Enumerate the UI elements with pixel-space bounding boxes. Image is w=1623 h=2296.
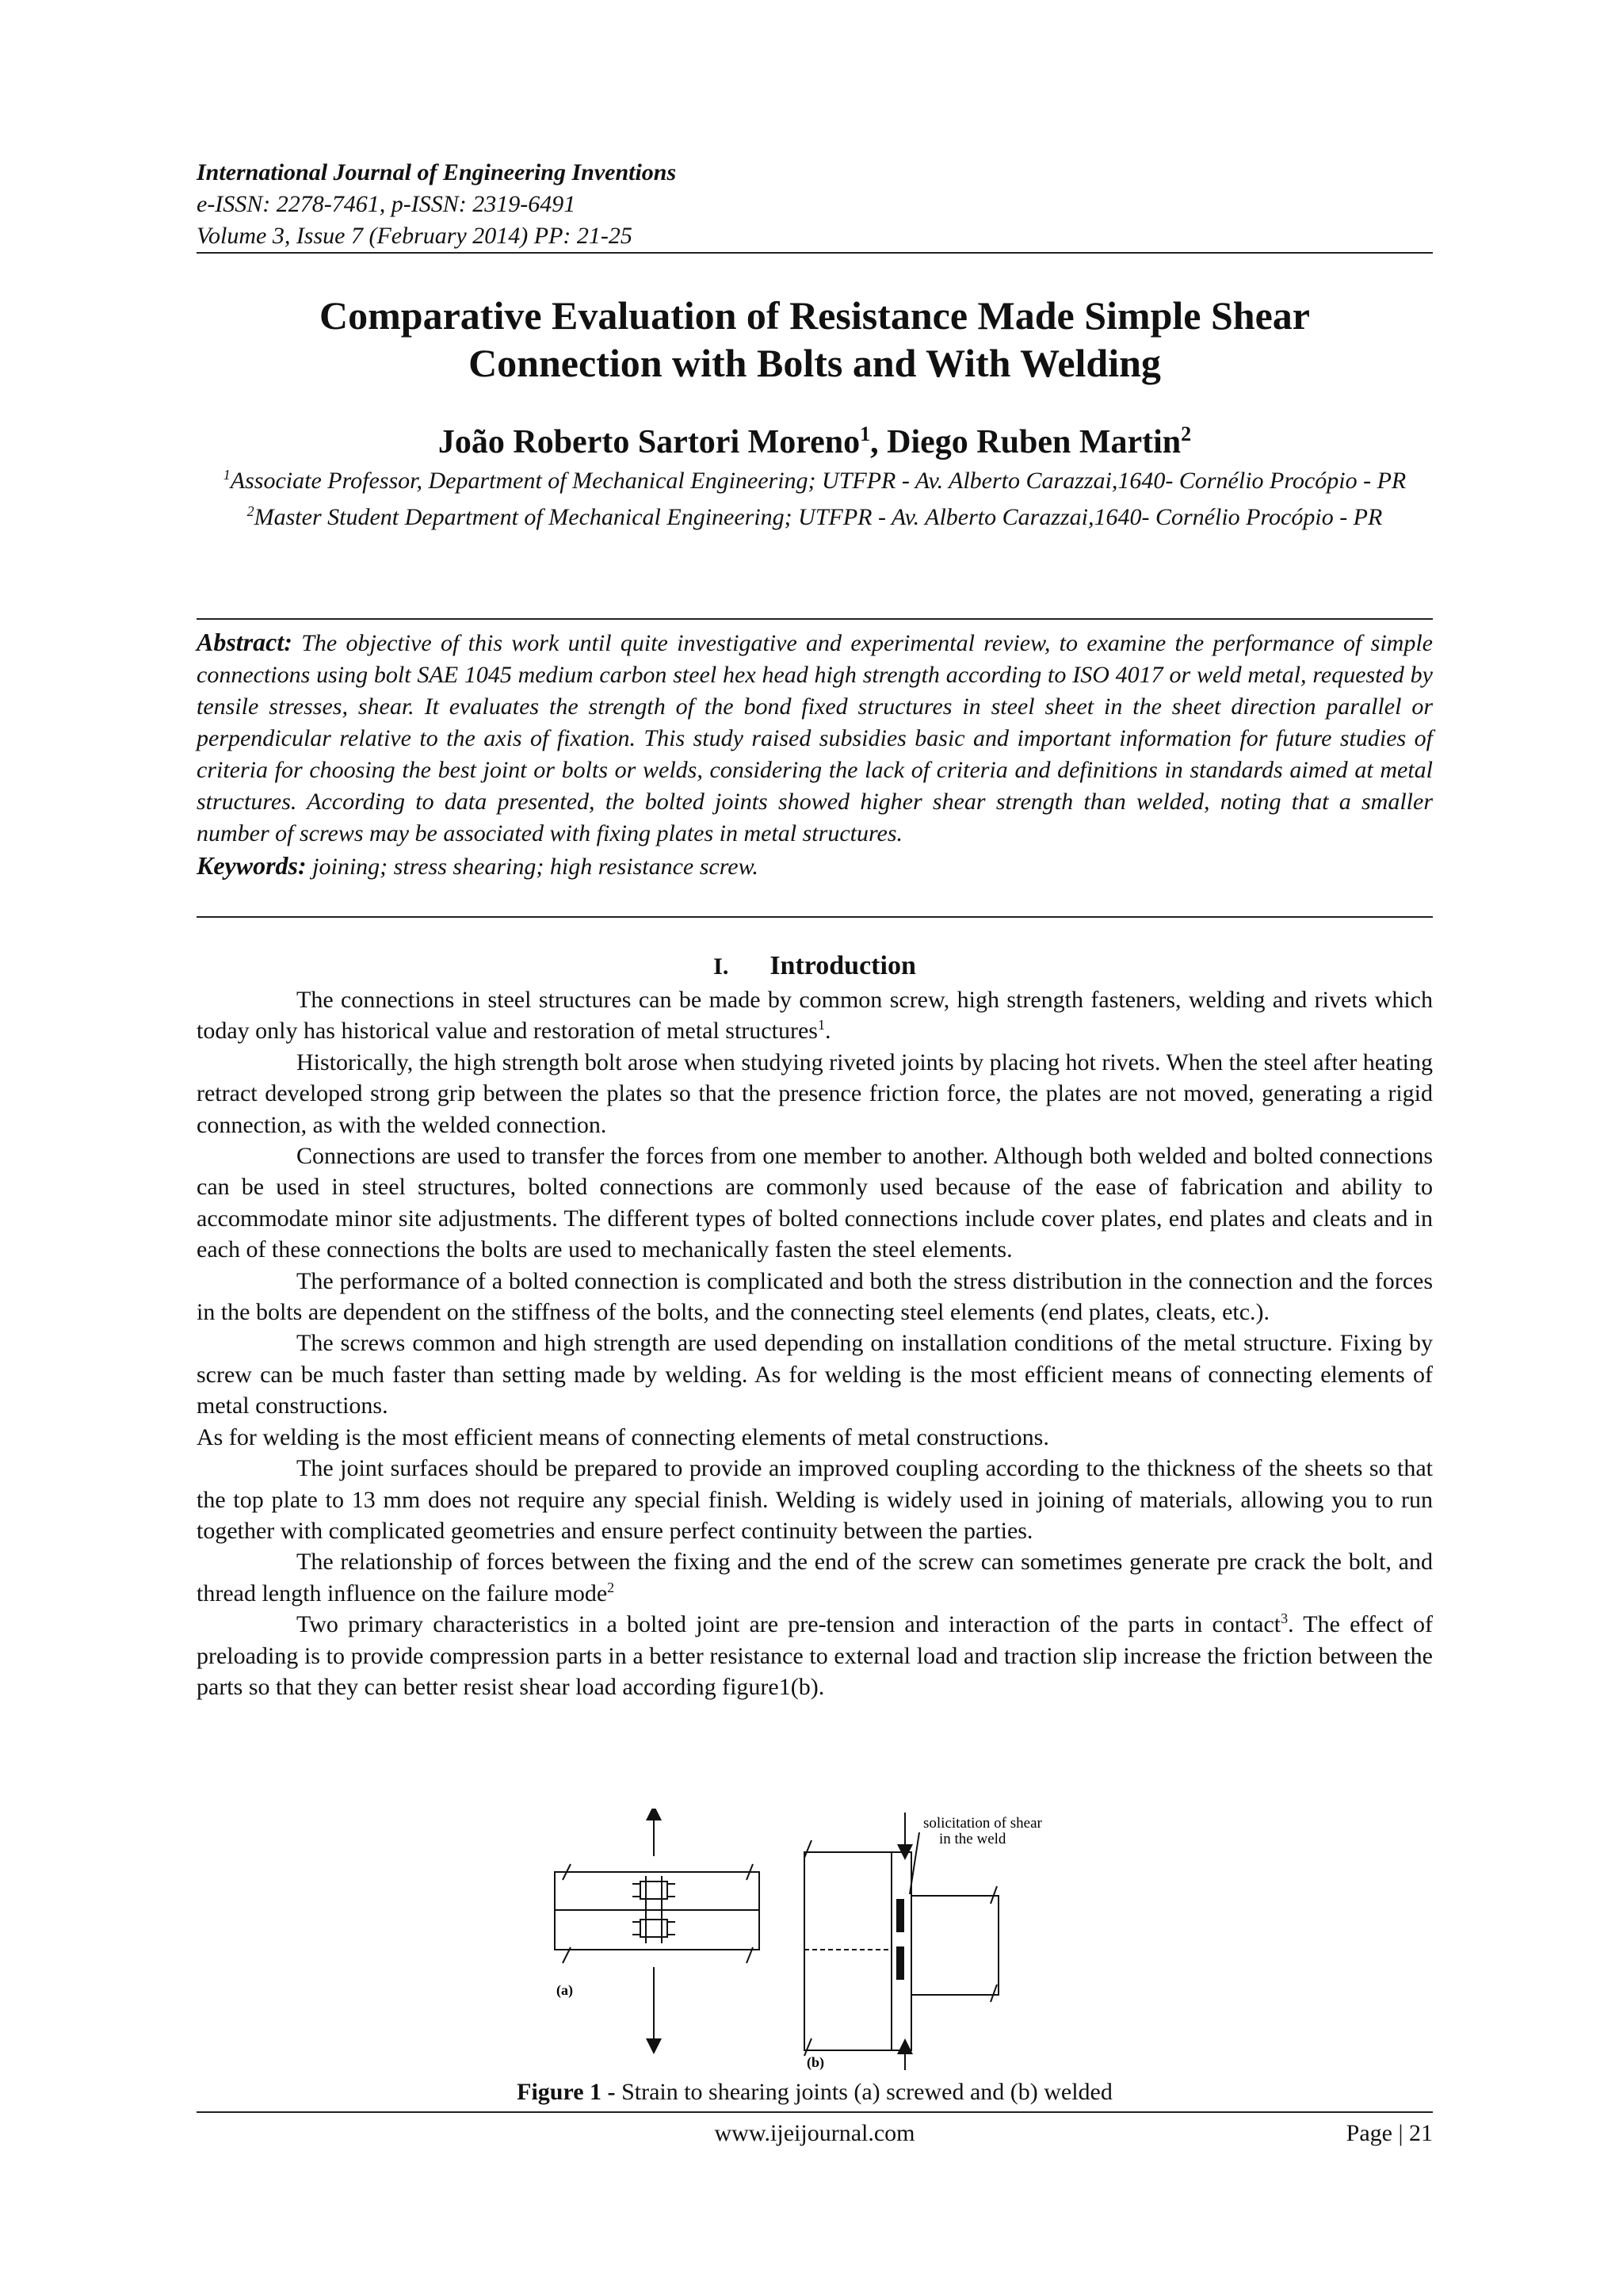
welded-joint-drawing (804, 1813, 999, 2070)
weld-note-line-2: in the weld (939, 1831, 1006, 1847)
affiliation-2 (236, 496, 1393, 533)
figure-label-b: (b) (807, 2054, 824, 2070)
figure-label-a: (a) (556, 1982, 573, 1998)
footer-rule (197, 2111, 1433, 2113)
figure-caption (197, 2076, 1433, 2108)
paragraph-1-end: . (824, 1018, 831, 1045)
paragraph-1-text: The connections in steel structures can be made by common screw, high strength fasteners, welding and rivets which today only has historical value and restoration of metal structures (197, 987, 1433, 1045)
paragraph (197, 984, 1433, 1047)
affiliations (197, 460, 1433, 533)
journal-volume: Volume 3, Issue 7 (February 2014) PP: 21-25 (197, 223, 632, 249)
figure-1-diagram (539, 1809, 1109, 2070)
citation-sup: 1 (817, 1017, 825, 1033)
paragraph: The performance of a bolted connection is complicated and both the stress distribution in the connection and the forces in the bolts are dependent on the stiffness of the bolts, and the connecting steel elements (end plates, cleats, etc.). (197, 1267, 1433, 1326)
abstract-top-rule (197, 618, 1433, 620)
paragraph-8-text: The relationship of forces between the fixing and the end of the screw can sometimes generate pre crack the bolt, and thread length influence on the failure mode (197, 1549, 1433, 1606)
keywords-text: joining; stress shearing; high resistance screw. (312, 854, 758, 880)
abstract (197, 626, 1433, 883)
citation-sup: 2 (607, 1579, 615, 1595)
abstract-bottom-rule (197, 916, 1433, 918)
title-line-2: Connection with Bolts and With Welding (468, 341, 1161, 385)
paragraph (197, 1546, 1433, 1609)
author-1-sup: 1 (860, 422, 871, 445)
weld-note-line-1: solicitation of shear (923, 1815, 1042, 1832)
keywords (197, 850, 1433, 883)
affiliation-1-text: Associate Professor, Department of Mechanical Engineering; UTFPR - Av. Alberto Carazzai,1640- Cornélio Procópio - PR (230, 468, 1407, 494)
paragraph: The joint surfaces should be prepared to provide an improved coupling according to the thickness of the sheets so that the top plate to 13 mm does not require any special finish. Welding is widely used in joining of materials, allowing you to run together with complicated geometries and ensure perfect continuity between the parties. (197, 1455, 1433, 1544)
abstract-label: Abstract: (197, 628, 292, 656)
paragraph: As for welding is the most efficient means of connecting elements of metal constructions. (197, 1423, 1049, 1450)
affiliation-2-text: Master Student Department of Mechanical Engineering; UTFPR - Av. Alberto Carazzai,1640- Cornélio Procópio - PR (254, 504, 1383, 530)
paragraph: The screws common and high strength are used depending on installation conditions of the metal structure. Fixing by screw can be much faster than setting made by welding. As for welding is the most efficient means of connecting elements of metal constructions. (197, 1330, 1433, 1419)
affiliation-1 (208, 460, 1421, 496)
paragraph (197, 1609, 1433, 1702)
journal-header (197, 157, 1433, 252)
journal-name: International Journal of Engineering Inventions (197, 159, 677, 185)
paragraph: Historically, the high strength bolt arose when studying riveted joints by placing hot rivets. When the steel after heating retract developed strong grip between the plates so that the presence friction force, the plates are not moved, generating a rigid connection, as with the welded connection. (197, 1049, 1433, 1138)
keywords-label: Keywords: (197, 851, 307, 880)
author-2: Diego Ruben Martin (887, 424, 1182, 460)
paragraph-9-end: . The effect of preloading is to provide compression parts in a better resistance to external load and traction slip increase the friction between the parts so that they can better resist shear load according figure1(b). (197, 1611, 1434, 1700)
abstract-text: The objective of this work until quite investigative and experimental review, to examine the performance of simple connections using bolt SAE 1045 medium carbon steel hex head high strength according to ISO 4017 or weld metal, requested by tensile stresses, shear. It evaluates the strength of the bond fixed structures in steel sheet in the sheet direction parallel or perpendicular relative to the axis of fixation. This study raised subsidies basic and important information for future studies of criteria for choosing the best joint or bolts or welds, considering the lack of criteria and definitions in standards aimed at metal structures. According to data presented, the bolted joints showed higher shear strength than welded, noting that a smaller number of screws may be associated with fixing plates in metal structures. (197, 630, 1434, 846)
affiliation-2-sup: 2 (246, 503, 254, 519)
header-rule (197, 252, 1433, 254)
author-1: João Roberto Sartori Moreno (437, 424, 861, 460)
bolted-joint-drawing (555, 1813, 759, 2046)
title-line-1: Comparative Evaluation of Resistance Made Simple Shear (319, 293, 1310, 338)
author-separator: , (870, 424, 888, 460)
affiliation-1-sup: 1 (223, 467, 231, 483)
footer-url: www.ijeijournal.com (714, 2120, 915, 2146)
figure-caption-label: Figure 1 - (517, 2079, 616, 2105)
author-2-sup: 2 (1181, 422, 1192, 445)
paper-title (197, 292, 1433, 387)
section-title: Introduction (769, 951, 916, 980)
figure-caption-text: Strain to shearing joints (a) screwed and (b) welded (615, 2079, 1113, 2105)
page-number: Page | 21 (1346, 2120, 1433, 2146)
paragraph-9-text: Two primary characteristics in a bolted joint are pre-tension and interaction of the parts in contact (296, 1611, 1281, 1638)
section-number: I. (713, 953, 729, 980)
body-text (197, 984, 1433, 1702)
section-heading (197, 949, 1433, 984)
author-list (197, 414, 1433, 463)
paragraph: Connections are used to transfer the forces from one member to another. Although both welded and bolted connections can be used in steel structures, bolted connections are commonly used because of the ease of fabrication and ability to accommodate minor site adjustments. The different types of bolted connections include cover plates, end plates and cleats and in each of these connections the bolts are used to mechanically fasten the steel elements. (197, 1143, 1433, 1263)
journal-issn: e-ISSN: 2278-7461, p-ISSN: 2319-6491 (197, 191, 576, 217)
citation-sup: 3 (1281, 1610, 1289, 1627)
